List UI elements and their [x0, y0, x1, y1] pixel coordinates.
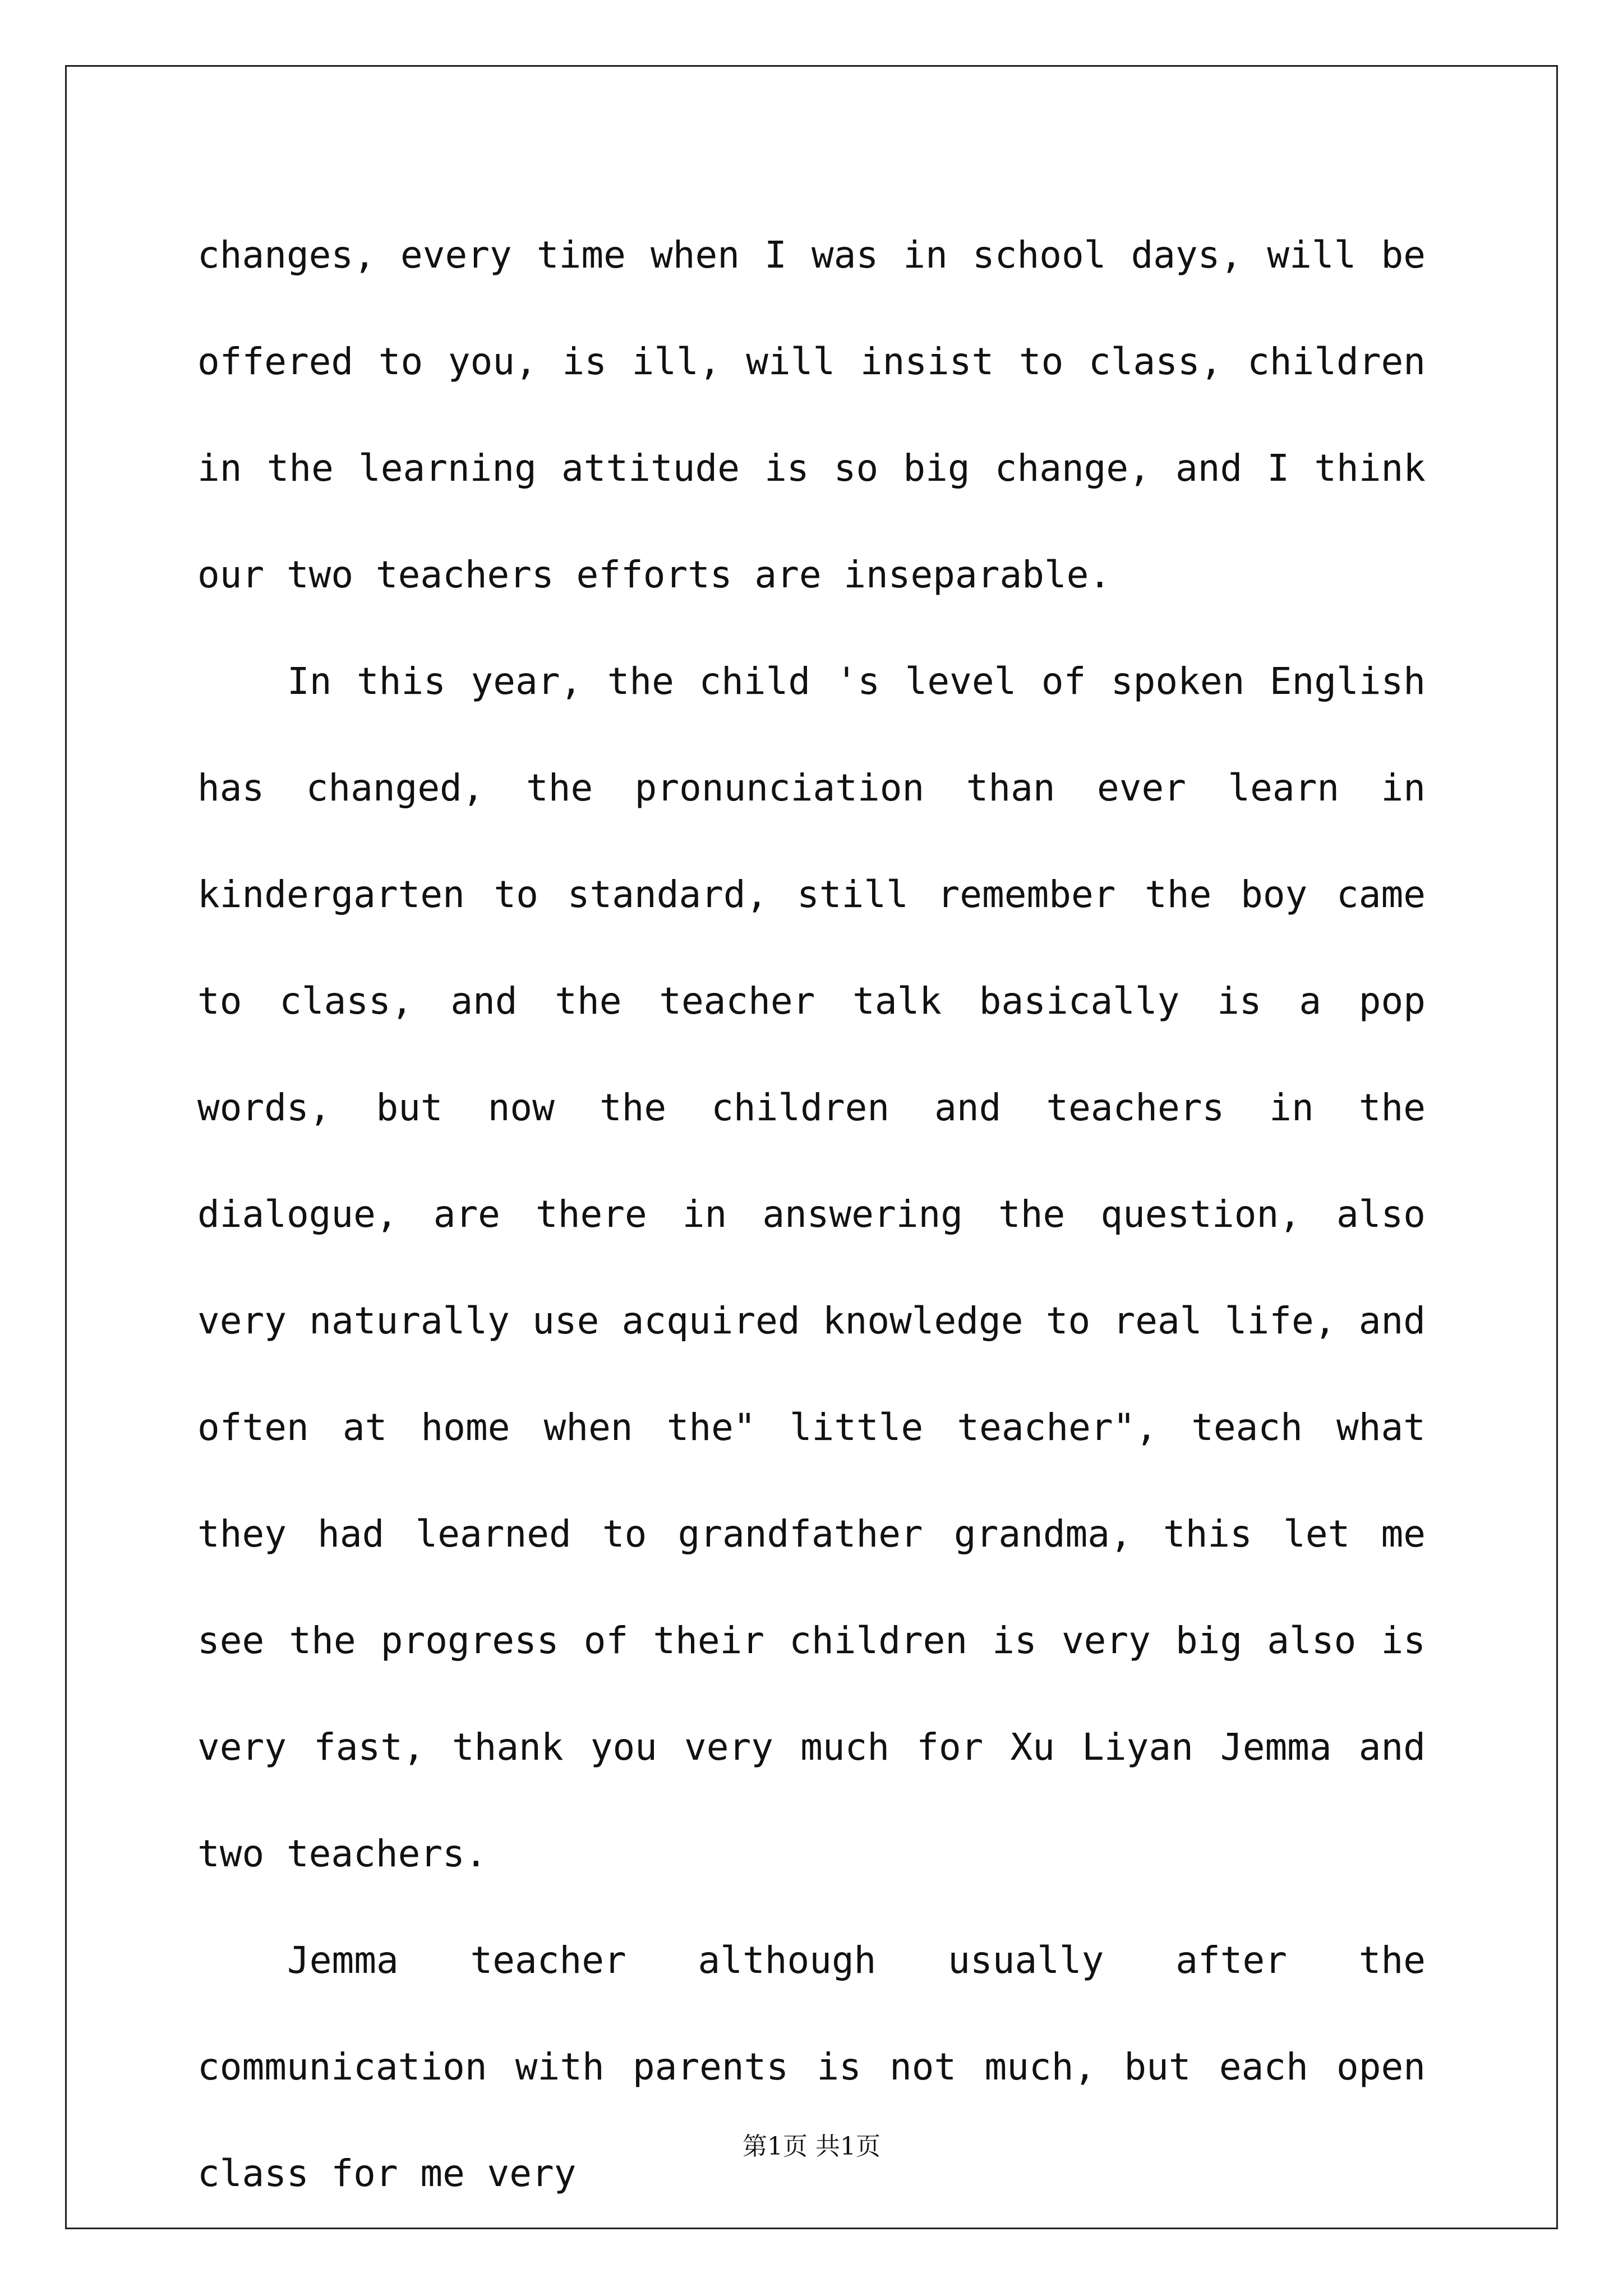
paragraph-1: changes, every time when I was in school days, will be offered to you, is ill, will insist to class, children in the learning attitude is so big change, and I think our two teachers efforts are inseparable.	[197, 233, 1426, 596]
document-body	[197, 202, 1426, 2227]
page-number-footer: 第1页 共1页	[743, 2132, 880, 2161]
paragraph-2: In this year, the child 's level of spoken English has changed, the pronunciation than ever learn in kindergarten to standard, still remember the boy came to class, and the teacher talk basically is a pop words, but now the children and teachers in the dialogue, are there in answering the question, also very naturally use acquired knowledge to real life, and often at home when the" little teacher", teach what they had learned to grandfather grandma, this let me see the progress of their children is very big also is very fast, thank you very much for Xu Liyan Jemma and two teachers.	[197, 660, 1426, 1875]
paragraph-3: Jemma teacher although usually after the communication with parents is not much, but each open class for me very	[197, 1939, 1426, 2195]
